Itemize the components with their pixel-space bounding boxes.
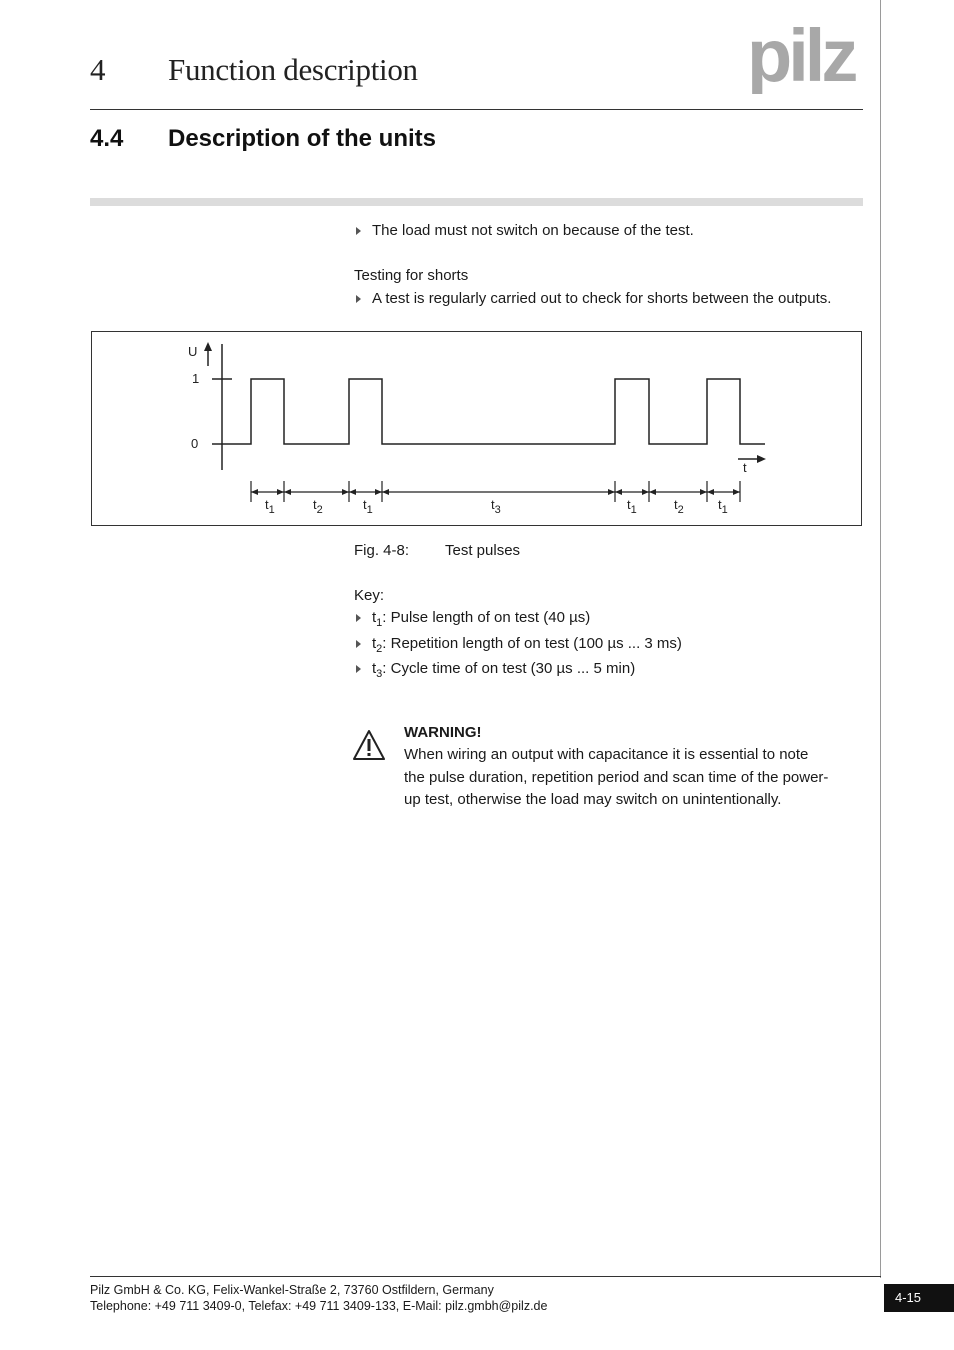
chapter-title: Function description bbox=[168, 52, 418, 87]
footer-rule bbox=[90, 1276, 881, 1277]
page-number: 4-15 bbox=[884, 1284, 954, 1312]
interval-label: $t_2$ bbox=[313, 497, 323, 516]
footer-contact: Telephone: +49 711 3409-0, Telefax: +49 711 3409-133, E-Mail: pilz.gmbh@pilz.de bbox=[90, 1299, 548, 1313]
warning-line: the pulse duration, repetition period and scan time of the power- bbox=[404, 769, 829, 786]
interval-label: $t_1$ bbox=[627, 497, 637, 516]
figure-caption-title: Test pulses bbox=[445, 542, 521, 559]
shorts-heading: Testing for shorts bbox=[354, 267, 469, 284]
bullet-arrow-icon bbox=[356, 640, 361, 648]
bullet-shorts-text: A test is regularly carried out to check for shorts between the outputs. bbox=[372, 290, 832, 307]
y-tick-low: 0 bbox=[191, 436, 199, 451]
interval-label: $t_3$ bbox=[491, 497, 501, 516]
footer-address: Pilz GmbH & Co. KG, Felix-Wankel-Straße 2, 73760 Ostfildern, Germany bbox=[90, 1283, 494, 1297]
key-item: $t_3$: Cycle time of on test (30 µs ... 5 min) bbox=[372, 660, 636, 680]
bullet-arrow-icon bbox=[356, 665, 361, 673]
section-number: 4.4 bbox=[90, 125, 124, 152]
key-item: $t_2$: Repetition length of on test (100 µs ... 3 ms) bbox=[372, 635, 682, 655]
svg-text:pilz: pilz bbox=[747, 26, 855, 94]
interval-label: $t_2$ bbox=[674, 497, 684, 516]
page-right-rule bbox=[880, 0, 881, 1278]
interval-label: $t_1$ bbox=[265, 497, 275, 516]
warning-triangle-icon bbox=[352, 728, 386, 767]
bullet-arrow-icon bbox=[356, 614, 361, 622]
pulse-waveform bbox=[222, 379, 765, 444]
test-pulses-figure bbox=[91, 331, 862, 526]
interval-label: $t_1$ bbox=[718, 497, 728, 516]
warning-title: WARNING! bbox=[404, 724, 482, 741]
interval-markers bbox=[251, 481, 740, 502]
warning-line: up test, otherwise the load may switch on unintentionally. bbox=[404, 791, 782, 808]
header-rule bbox=[90, 109, 863, 110]
bullet-arrow-icon bbox=[356, 227, 361, 235]
test-pulse-diagram bbox=[92, 332, 863, 527]
bullet-load-text: The load must not switch on because of the test. bbox=[372, 222, 694, 239]
chapter-number: 4 bbox=[90, 52, 106, 87]
y-axis-arrow-icon bbox=[204, 342, 212, 351]
warning-line: When wiring an output with capacitance it is essential to note bbox=[404, 746, 809, 763]
y-axis-label: U bbox=[188, 344, 198, 359]
y-tick-high: 1 bbox=[192, 371, 200, 386]
pilz-logo bbox=[747, 26, 865, 99]
x-axis-arrow-icon bbox=[757, 455, 766, 463]
x-axis-label: t bbox=[743, 460, 747, 475]
bullet-arrow-icon bbox=[356, 295, 361, 303]
interval-label: $t_1$ bbox=[363, 497, 373, 516]
figure-caption-number: Fig. 4-8: bbox=[354, 542, 410, 559]
key-item: $t_1$: Pulse length of on test (40 µs) bbox=[372, 609, 591, 629]
key-heading: Key: bbox=[354, 587, 385, 604]
section-title: Description of the units bbox=[168, 125, 437, 152]
section-divider bbox=[90, 198, 863, 206]
